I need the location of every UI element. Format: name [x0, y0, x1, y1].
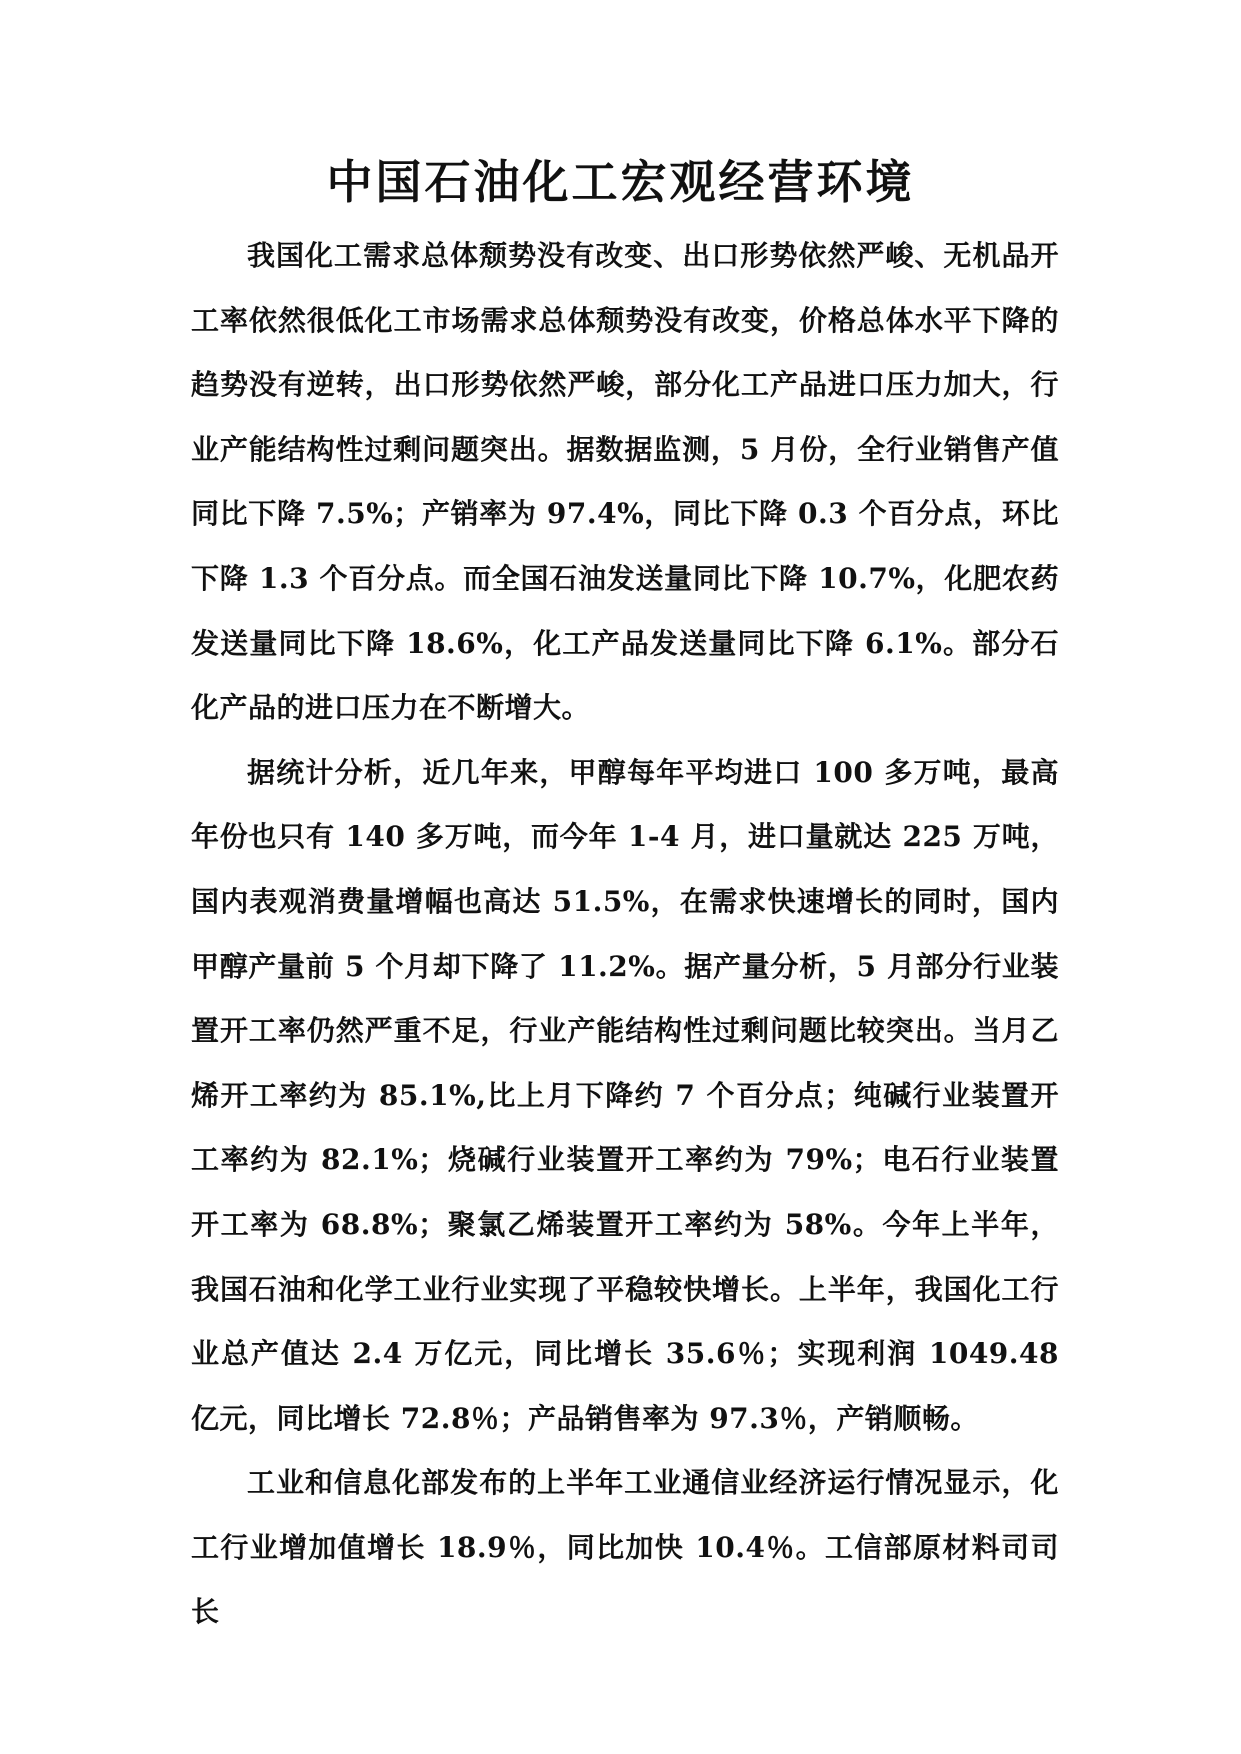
paragraph-3: 工业和信息化部发布的上半年工业通信业经济运行情况显示，化工行业增加值增长 18.9％，同比加快 10.4％。工信部原材料司司长	[191, 1466, 1059, 1629]
document-body	[191, 224, 1059, 1645]
paragraph-2: 据统计分析，近几年来，甲醇每年平均进口 100 多万吨，最高年份也只有 140 多万吨，而今年 1-4 月，进口量就达 225 万吨，国内表观消费量增幅也高达 51.5%，在需求快速增长的同时，国内甲醇产量前 5 个月却下降了 11.2%。据产量分析，5 月部分行业装置开工率仍然严重不足，行业产能结构性过剩问题比较突出。当月乙烯开工率约为 85.1%,比上月下降约 7 个百分点；纯碱行业装置开工率约为 82.1%；烧碱行业装置开工率约为 79%；电石行业装置开工率为 68.8%；聚氯乙烯装置开工率约为 58%。今年上半年，我国石油和化学工业行业实现了平稳较快增长。上半年，我国化工行业总产值达 2.4 万亿元，同比增长 35.6％；实现利润 1049.48 亿元，同比增长 72.8％；产品销售率为 97.3％，产销顺畅。	[191, 755, 1059, 1435]
document-title: 中国石油化工宏观经营环境	[326, 155, 915, 209]
paragraph-1: 我国化工需求总体颓势没有改变、出口形势依然严峻、无机品开工率依然很低化工市场需求总体颓势没有改变，价格总体水平下降的趋势没有逆转，出口形势依然严峻，部分化工产品进口压力加大，行业产能结构性过剩问题突出。据数据监测，5 月份，全行业销售产值同比下降 7.5%；产销率为 97.4%，同比下降 0.3 个百分点，环比下降 1.3 个百分点。而全国石油发送量同比下降 10.7%，化肥农药发送量同比下降 18.6%，化工产品发送量同比下降 6.1%。部分石化产品的进口压力在不断增大。	[191, 239, 1059, 725]
